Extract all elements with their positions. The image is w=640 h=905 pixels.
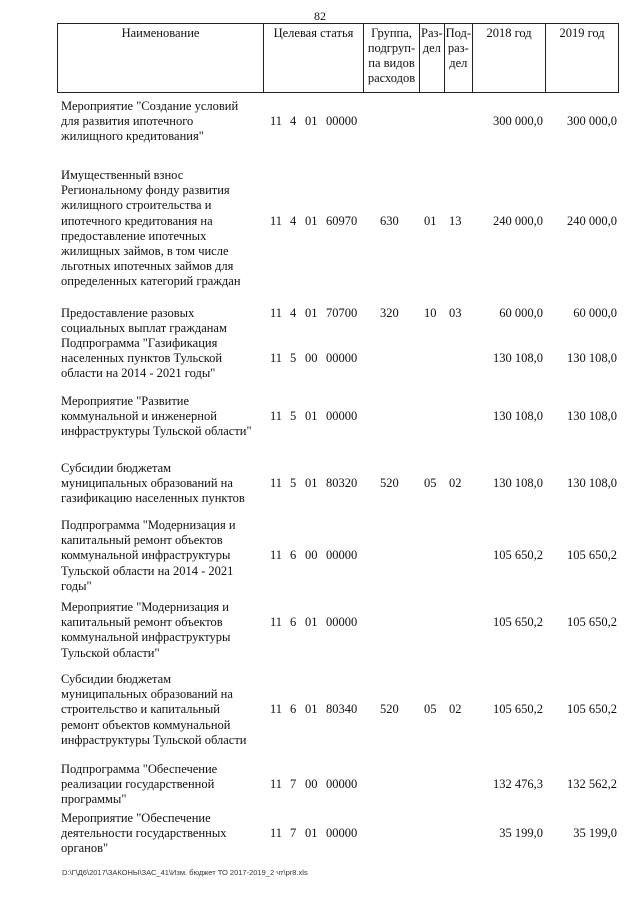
target-code-program: 11 xyxy=(270,306,283,320)
page-number: 82 xyxy=(314,9,326,23)
row-name xyxy=(61,99,266,145)
amount-2019: 105 650,2 xyxy=(567,548,617,563)
row-name-line: капитальный ремонт объектов xyxy=(61,615,223,630)
amount-2018: 105 650,2 xyxy=(493,548,543,563)
target-code-subprogram: 6 xyxy=(290,548,297,563)
amount-2019: 105 650,2 xyxy=(567,615,617,630)
row-name-line: населенных пунктов Тульской xyxy=(61,351,223,366)
target-code-program: 11 xyxy=(270,351,283,366)
row-name-line: ремонт объектов коммунальной xyxy=(61,717,231,732)
target-code-subprogram: 4 xyxy=(290,306,297,320)
amount-2018: 130 108,0 xyxy=(493,476,543,491)
row-name xyxy=(61,811,266,857)
row-name-line: Мероприятие "Развитие xyxy=(61,394,190,408)
row-name-line: определенных категорий граждан xyxy=(61,274,241,289)
row-name-line: газификацию населенных пунктов xyxy=(61,491,245,506)
row-name xyxy=(61,168,266,290)
row-name-line: Субсидии бюджетам xyxy=(61,461,172,475)
row-name xyxy=(61,394,266,440)
header-subsection-line: Под- xyxy=(445,26,472,40)
row-name-line: Имущественный взнос xyxy=(61,168,184,182)
target-code-event: 00 xyxy=(305,777,318,792)
target-code-direction: 60970 xyxy=(326,213,358,228)
amount-2018: 105 650,2 xyxy=(493,702,543,717)
row-name-line: Предоставление разовых xyxy=(61,306,195,320)
target-code-direction: 80320 xyxy=(326,476,358,491)
amount-2019: 130 108,0 xyxy=(567,409,617,424)
target-code-subprogram: 7 xyxy=(290,777,297,792)
header-section-line: дел xyxy=(422,41,441,55)
row-name-line: Региональному фонду развития xyxy=(61,183,230,198)
target-code-direction: 80340 xyxy=(326,702,358,717)
row-name-line: области на 2014 - 2021 годы" xyxy=(61,366,216,381)
amount-2018: 130 108,0 xyxy=(493,351,543,366)
header-target: Целевая статья xyxy=(264,24,364,93)
target-code-subprogram: 5 xyxy=(290,351,297,366)
target-code-event: 01 xyxy=(305,409,318,424)
row-name xyxy=(61,461,266,507)
row-name xyxy=(61,672,266,748)
row-name-line: коммунальной инфраструктуры xyxy=(61,548,231,563)
target-code-program: 11 xyxy=(270,548,283,563)
target-code-subprogram: 4 xyxy=(290,114,297,129)
target-code-direction: 00000 xyxy=(326,615,358,630)
target-code-subprogram: 5 xyxy=(290,476,297,491)
row-name-line: органов" xyxy=(61,841,109,856)
header-group-line: подгруп- xyxy=(367,41,416,55)
target-code-program: 11 xyxy=(270,213,283,228)
row-name xyxy=(61,306,266,336)
header-subsection xyxy=(444,24,472,93)
amount-2018: 60 000,0 xyxy=(499,306,543,320)
header-year-2019: 2019 год xyxy=(546,24,619,93)
row-name-line: льготных ипотечных займов для xyxy=(61,259,234,274)
target-code-program: 11 xyxy=(270,826,283,841)
target-code-event: 01 xyxy=(305,615,318,630)
subsection-code: 02 xyxy=(449,702,462,717)
file-path-footer: D:\Г\Д6\2017\ЗАКОНЫ\ЗАС_41\Изм. бюджет ТО 2017-2019_2 чт\pr8.xls xyxy=(62,868,308,877)
row-name-line: предоставление ипотечных xyxy=(61,228,207,243)
amount-2019: 105 650,2 xyxy=(567,702,617,717)
row-name-line: муниципальных образований на xyxy=(61,476,233,491)
target-code-program: 11 xyxy=(270,702,283,717)
row-name-line: жилищного кредитования" xyxy=(61,129,204,144)
target-code-subprogram: 4 xyxy=(290,213,297,228)
amount-2018: 35 199,0 xyxy=(499,826,543,841)
row-name xyxy=(61,762,266,808)
amount-2018: 130 108,0 xyxy=(493,409,543,424)
header-group-line: па видов xyxy=(368,56,415,70)
row-name-line: инфраструктуры Тульской области" xyxy=(61,424,252,439)
target-code-program: 11 xyxy=(270,777,283,792)
target-code-event: 01 xyxy=(305,306,318,320)
row-name-line: инфраструктуры Тульской области xyxy=(61,732,247,747)
target-code-event: 01 xyxy=(305,213,318,228)
header-section xyxy=(420,24,445,93)
target-code-direction: 00000 xyxy=(326,826,358,841)
target-code-program: 11 xyxy=(270,114,283,129)
target-code-program: 11 xyxy=(270,476,283,491)
table-header xyxy=(57,23,619,93)
header-name: Наименование xyxy=(58,24,264,93)
row-name-line: реализации государственной xyxy=(61,777,215,792)
row-name-line: муниципальных образований на xyxy=(61,687,233,702)
target-code-direction: 00000 xyxy=(326,777,358,792)
target-code-direction: 00000 xyxy=(326,114,358,129)
section-code: 01 xyxy=(424,213,437,228)
row-name xyxy=(61,600,266,661)
row-name-line: капитальный ремонт объектов xyxy=(61,533,223,548)
amount-2019: 35 199,0 xyxy=(573,826,617,841)
row-name-line: жилищных займов, в том числе xyxy=(61,244,229,259)
target-code-program: 11 xyxy=(270,409,283,424)
header-subsection-line: раз- xyxy=(447,41,469,55)
target-code-subprogram: 7 xyxy=(290,826,297,841)
amount-2018: 300 000,0 xyxy=(493,114,543,129)
target-code-event: 01 xyxy=(305,476,318,491)
row-name-line: Подпрограмма "Газификация xyxy=(61,336,218,350)
amount-2019: 132 562,2 xyxy=(567,777,617,792)
row-name-line: коммунальной инфраструктуры xyxy=(61,630,231,645)
header-group-line: Группа, xyxy=(371,26,412,40)
row-name-line: социальных выплат гражданам xyxy=(61,321,227,336)
target-code-event: 01 xyxy=(305,826,318,841)
target-code-program: 11 xyxy=(270,615,283,630)
row-name-line: Мероприятие "Модернизация и xyxy=(61,600,229,614)
row-name-line: Субсидии бюджетам xyxy=(61,672,172,686)
target-code-subprogram: 6 xyxy=(290,702,297,717)
row-name-line: для развития ипотечного xyxy=(61,114,194,129)
section-code: 05 xyxy=(424,476,437,491)
row-name-line: строительство и капитальный xyxy=(61,702,220,717)
row-name-line: годы" xyxy=(61,578,92,593)
row-name-line: ипотечного кредитования на xyxy=(61,213,213,228)
section-code: 05 xyxy=(424,702,437,717)
target-code-direction: 00000 xyxy=(326,409,358,424)
row-name-line: Мероприятие "Обеспечение xyxy=(61,811,211,825)
header-subsection-line: дел xyxy=(449,56,468,70)
target-code-event: 01 xyxy=(305,114,318,129)
row-name xyxy=(61,518,266,594)
target-code-subprogram: 5 xyxy=(290,409,297,424)
target-code-event: 01 xyxy=(305,702,318,717)
amount-2019: 300 000,0 xyxy=(567,114,617,129)
target-code-direction: 00000 xyxy=(326,351,358,366)
section-code: 10 xyxy=(424,306,437,320)
expense-group: 320 xyxy=(380,306,399,320)
row-name-line: Подпрограмма "Модернизация и xyxy=(61,518,236,532)
header-group-line: расходов xyxy=(367,71,416,85)
row-name-line: коммунальной и инженерной xyxy=(61,409,217,424)
row-name-line: Мероприятие "Создание условий xyxy=(61,99,239,113)
target-code-subprogram: 6 xyxy=(290,615,297,630)
amount-2019: 130 108,0 xyxy=(567,476,617,491)
row-name-line: Подпрограмма "Обеспечение xyxy=(61,762,218,776)
amount-2019: 60 000,0 xyxy=(573,306,617,320)
amount-2019: 130 108,0 xyxy=(567,351,617,366)
target-code-event: 00 xyxy=(305,548,318,563)
amount-2018: 240 000,0 xyxy=(493,213,543,228)
target-code-direction: 00000 xyxy=(326,548,358,563)
expense-group: 520 xyxy=(380,476,399,491)
row-name-line: деятельности государственных xyxy=(61,826,227,841)
subsection-code: 02 xyxy=(449,476,462,491)
header-group xyxy=(364,24,420,93)
expense-group: 520 xyxy=(380,702,399,717)
amount-2019: 240 000,0 xyxy=(567,213,617,228)
amount-2018: 105 650,2 xyxy=(493,615,543,630)
subsection-code: 03 xyxy=(449,306,462,320)
amount-2018: 132 476,3 xyxy=(493,777,543,792)
subsection-code: 13 xyxy=(449,213,462,228)
row-name-line: жилищного строительства и xyxy=(61,198,212,213)
header-section-line: Раз- xyxy=(421,26,443,40)
header-year-2018: 2018 год xyxy=(473,24,546,93)
expense-group: 630 xyxy=(380,213,399,228)
target-code-event: 00 xyxy=(305,351,318,366)
row-name xyxy=(61,336,266,382)
row-name-line: программы" xyxy=(61,792,127,807)
target-code-direction: 70700 xyxy=(326,306,358,320)
row-name-line: Тульской области" xyxy=(61,645,160,660)
row-name-line: Тульской области на 2014 - 2021 xyxy=(61,563,234,578)
